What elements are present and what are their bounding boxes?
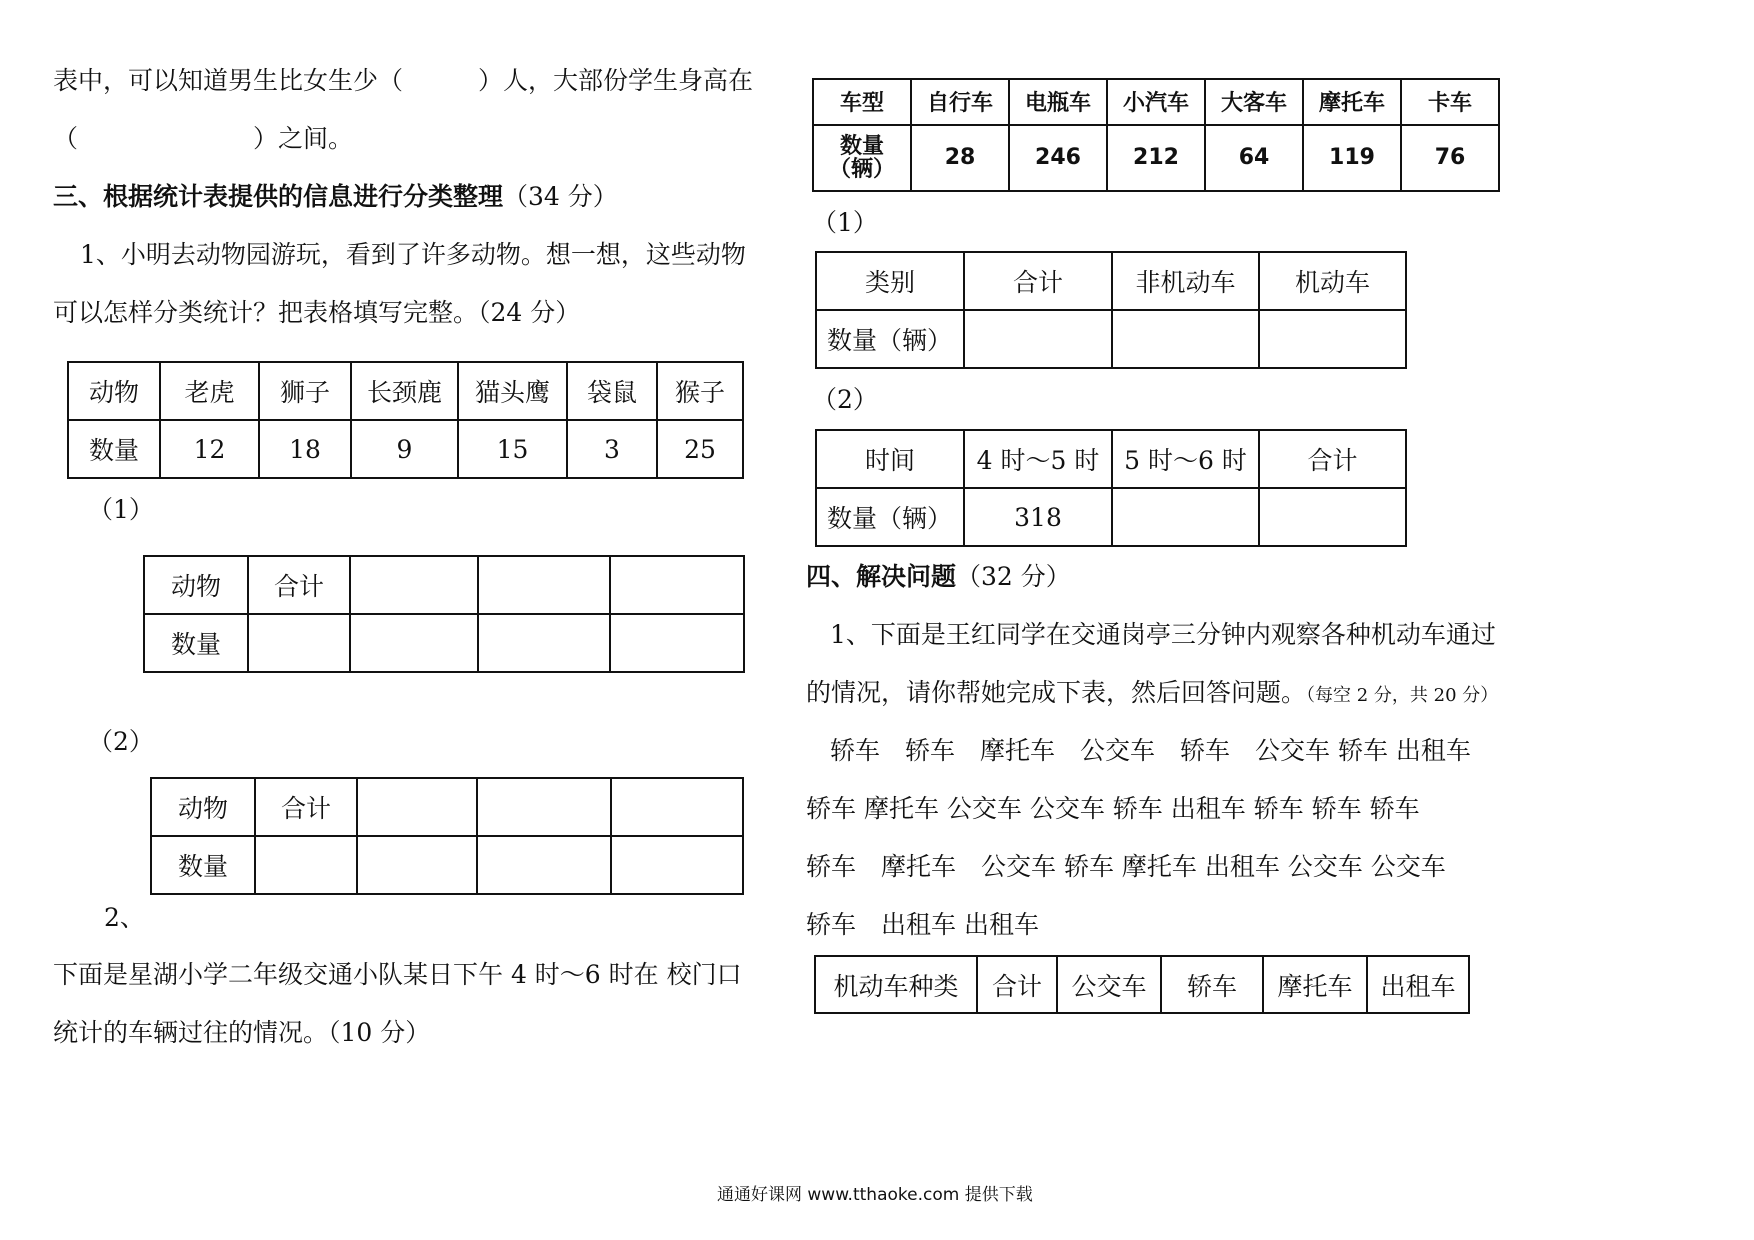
animal-value-cell: 数量 [68,420,160,478]
vehicle-header-cell: 电瓶车 [1009,79,1107,125]
motor-header-cell: 机动车种类 [815,956,977,1013]
time-header-cell: 时间 [816,430,964,488]
q2-line-1: 下面是星湖小学二年级交通小队某日下午 4 时～6 时在 校门口 [53,960,742,989]
blank-cell[interactable] [357,778,477,836]
row-label-line: 数量 [839,133,884,159]
car-sequence-line-4: 轿车 出租车 出租车 [806,910,1039,939]
animal-value-cell: 9 [351,420,458,478]
vehicle-header-cell: 摩托车 [1303,79,1401,125]
vehicle-value-cell: 119 [1303,125,1401,191]
blank-classification-table-1 [143,555,745,673]
row-label-line: （辆） [828,156,895,182]
blank-cell[interactable] [255,836,357,894]
motor-header-cell: 摩托车 [1263,956,1367,1013]
section3-title: 三、根据统计表提供的信息进行分类整理 [53,182,504,211]
blank-cell[interactable] [248,614,350,672]
vehicle-row-label [813,125,911,191]
time-header-cell: 4 时～5 时 [964,430,1112,488]
blank-cell[interactable] [1259,310,1406,368]
table-cell: 动物 [151,778,255,836]
motor-header-cell: 轿车 [1161,956,1263,1013]
right-sub2-label: （2） [812,385,878,414]
car-sequence-line-1: 轿车 轿车 摩托车 公交车 轿车 公交车 轿车 出租车 [830,736,1471,765]
section4-score: （32 分） [956,562,1071,591]
blank-cell[interactable] [1259,488,1406,546]
section4-heading [806,562,1071,592]
vehicle-header-cell: 大客车 [1205,79,1303,125]
table-cell: 数量 [151,836,255,894]
vehicle-header-cell: 卡车 [1401,79,1499,125]
table-cell: 合计 [255,778,357,836]
animal-header-cell: 袋鼠 [567,362,657,420]
q1-line-2: 可以怎样分类统计？把表格填写完整。（24 分） [53,298,581,327]
motor-header-cell: 合计 [977,956,1057,1013]
q2-label: 2、 [104,903,145,932]
vehicle-header-cell: 车型 [813,79,911,125]
section3-heading [53,182,618,212]
vehicle-value-cell: 28 [911,125,1009,191]
animal-header-cell: 老虎 [160,362,259,420]
blank-cell[interactable] [477,778,611,836]
animal-value-cell: 18 [259,420,351,478]
sub1-label: （1） [88,495,154,524]
blank-cell[interactable] [478,614,610,672]
category-header-cell: 非机动车 [1112,252,1259,310]
blank-cell[interactable] [611,836,743,894]
blank-cell[interactable] [610,614,744,672]
category-row-label: 数量（辆） [816,310,964,368]
time-table [815,429,1407,547]
section3-score: （34 分） [503,182,618,211]
animal-table [67,361,744,479]
blank-cell[interactable] [477,836,611,894]
animal-value-cell: 25 [657,420,743,478]
category-header-cell: 机动车 [1259,252,1406,310]
category-table [815,251,1407,369]
section4-title: 四、解决问题 [806,562,957,591]
q2-line-2: 统计的车辆过往的情况。（10 分） [53,1018,431,1047]
car-sequence-line-2: 轿车 摩托车 公交车 公交车 轿车 出租车 轿车 轿车 轿车 [806,794,1420,823]
motor-header-cell: 公交车 [1057,956,1161,1013]
vehicle-header-cell: 小汽车 [1107,79,1205,125]
table-cell: 合计 [248,556,350,614]
animal-header-cell: 长颈鹿 [351,362,458,420]
footer-credit: 通通好课网 www.tthaoke.com 提供下载 [717,1185,1033,1205]
blank-cell[interactable] [357,836,477,894]
animal-value-cell: 15 [458,420,567,478]
motor-vehicle-table [814,955,1470,1014]
right-sub1-label: （1） [812,208,878,237]
vehicle-value-cell: 76 [1401,125,1499,191]
animal-value-cell: 3 [567,420,657,478]
blank-cell[interactable] [610,556,744,614]
vehicle-header-cell: 自行车 [911,79,1009,125]
blank-cell[interactable] [350,556,478,614]
table-cell: 数量 [144,614,248,672]
blank-cell[interactable] [478,556,610,614]
blank-cell[interactable] [611,778,743,836]
blank-classification-table-2 [150,777,744,895]
time-row-label: 数量（辆） [816,488,964,546]
p1-note: （每空 2 分，共 20 分） [1306,685,1499,706]
time-header-cell: 5 时～6 时 [1112,430,1259,488]
animal-value-cell: 12 [160,420,259,478]
table-cell: 动物 [144,556,248,614]
car-sequence-line-3: 轿车 摩托车 公交车 轿车 摩托车 出租车 公交车 公交车 [806,852,1446,881]
blank-cell[interactable] [1112,310,1259,368]
animal-header-cell: 狮子 [259,362,351,420]
blank-cell[interactable] [964,310,1112,368]
vehicle-table [812,78,1500,192]
vehicle-value-cell: 212 [1107,125,1205,191]
p1-line-1: 1、下面是王红同学在交通岗亭三分钟内观察各种机动车通过 [830,620,1496,649]
motor-header-cell: 出租车 [1367,956,1469,1013]
blank-cell[interactable] [1112,488,1259,546]
vehicle-value-cell: 64 [1205,125,1303,191]
sub2-label: （2） [88,727,154,756]
time-value-cell: 318 [964,488,1112,546]
animal-header-cell: 猫头鹰 [458,362,567,420]
time-header-cell: 合计 [1259,430,1406,488]
p1-line-2-text: 的情况，请你帮她完成下表，然后回答问题。 [806,678,1307,707]
p1-line-2 [806,678,1498,708]
text-line-2: （ ）之间。 [53,124,354,153]
q1-line-1: 1、小明去动物园游玩，看到了许多动物。想一想，这些动物 [80,240,746,269]
vehicle-value-cell: 246 [1009,125,1107,191]
text-line-1: 表中，可以知道男生比女生少（ ）人，大部份学生身高在 [53,66,754,95]
blank-cell[interactable] [350,614,478,672]
category-header-cell: 合计 [964,252,1112,310]
animal-header-cell: 猴子 [657,362,743,420]
category-header-cell: 类别 [816,252,964,310]
animal-header-cell: 动物 [68,362,160,420]
